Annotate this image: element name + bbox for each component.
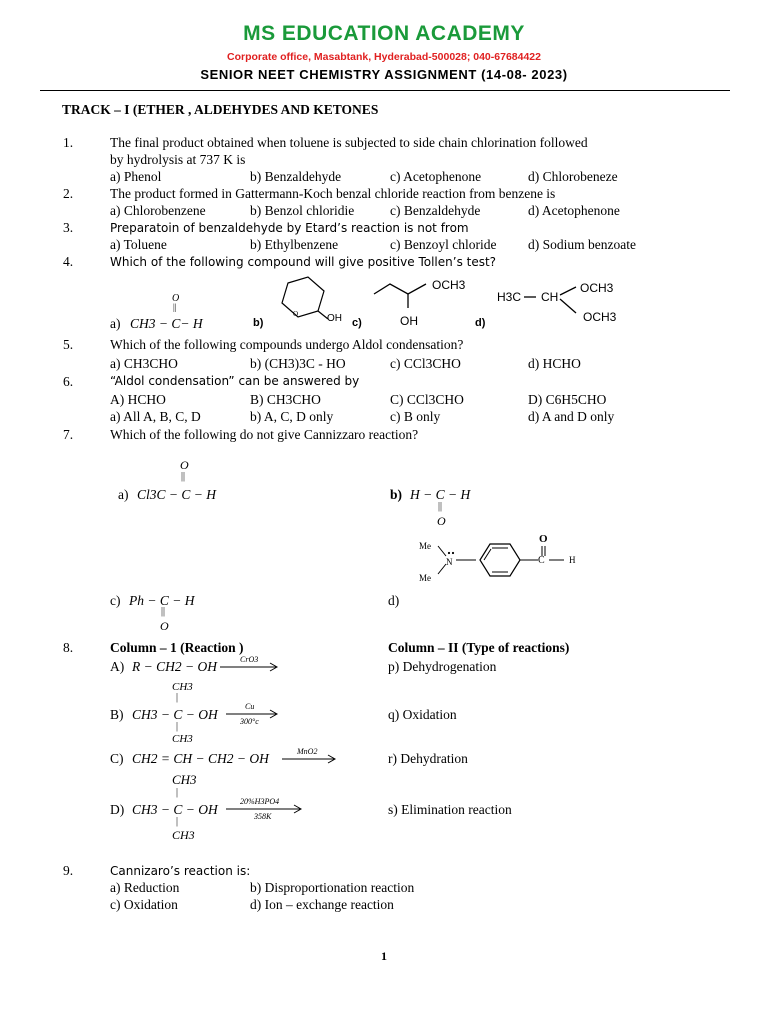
q7-option-b-oxygen: O bbox=[437, 514, 446, 528]
q8-B-bottom-bond: | bbox=[176, 721, 179, 732]
q8-A-arrow bbox=[220, 662, 282, 672]
q1-option-b: b) Benzaldehyde bbox=[250, 169, 342, 184]
q4-option-a-label: a) bbox=[110, 316, 121, 331]
q1-number: 1. bbox=[63, 135, 74, 150]
q7-option-b-formula: H − C − H bbox=[410, 487, 471, 502]
q6-item-C: C) CCl3CHO bbox=[390, 392, 464, 407]
q6-text: “Aldol condensation” can be answered by bbox=[110, 374, 360, 388]
q9-option-a: a) Reduction bbox=[110, 880, 180, 895]
q4-option-c-och3: OCH3 bbox=[432, 278, 466, 292]
q8-A-formula: R − CH2 − OH bbox=[132, 659, 217, 674]
q7-option-c-label: c) bbox=[110, 593, 121, 608]
q8-C-label: C) bbox=[110, 751, 124, 766]
q6-option-d: d) A and D only bbox=[528, 409, 615, 424]
track-heading: TRACK – I (ETHER , ALDEHYDES AND KETONES bbox=[62, 102, 379, 117]
q7-text: Which of the following do not give Cannizzaro reaction? bbox=[110, 427, 419, 442]
q7-option-c-oxygen: O bbox=[160, 619, 169, 633]
q3-text: Preparatoin of benzaldehyde by Etard’s reaction is not from bbox=[110, 221, 469, 235]
q4-option-d-och3-top: OCH3 bbox=[580, 281, 614, 295]
q8-D-top-group: CH3 bbox=[172, 772, 197, 787]
q7-number: 7. bbox=[63, 427, 74, 442]
q1-text-line2: by hydrolysis at 737 K is bbox=[110, 152, 246, 167]
q4-option-d-h3c: H3C bbox=[497, 290, 522, 304]
q9-option-b: b) Disproportionation reaction bbox=[250, 880, 415, 895]
q4-option-c-label: c) bbox=[352, 317, 362, 329]
q3-option-a: a) Toluene bbox=[110, 237, 167, 252]
q6-item-A: A) HCHO bbox=[110, 392, 166, 407]
q4-option-d-label: d) bbox=[475, 317, 486, 329]
q8-A-label: A) bbox=[110, 659, 125, 674]
q8-C-formula: CH2 = CH − CH2 − OH bbox=[132, 751, 269, 766]
q8-number: 8. bbox=[63, 640, 74, 655]
q4-number: 4. bbox=[63, 254, 74, 269]
q4-option-b-oh: OH bbox=[327, 313, 342, 324]
page-number: 1 bbox=[381, 949, 387, 963]
q1-text-line1: The final product obtained when toluene is subjected to side chain chlorination followed bbox=[110, 135, 588, 150]
q8-B-reagent-bottom: 300°c bbox=[240, 717, 259, 726]
q5-number: 5. bbox=[63, 337, 74, 352]
q7-option-c-formula: Ph − C − H bbox=[129, 593, 195, 608]
q8-B-bottom-group: CH3 bbox=[172, 733, 193, 745]
q8-column1-heading: Column – 1 (Reaction ) bbox=[110, 640, 244, 655]
q2-text: The product formed in Gattermann-Koch benzal chloride reaction from benzene is bbox=[110, 186, 556, 201]
q4-option-d-och3-bottom: OCH3 bbox=[583, 310, 617, 324]
q8-D-reagent-top: 20%H3PO4 bbox=[240, 797, 280, 806]
q8-A-reagent: CrO3 bbox=[240, 655, 259, 664]
q7-option-d-nitrogen: N bbox=[446, 557, 453, 567]
q7-option-d-structure bbox=[432, 534, 592, 584]
q3-option-b: b) Ethylbenzene bbox=[250, 237, 339, 252]
q7-option-d-hydrogen: H bbox=[569, 555, 576, 565]
q4-option-b-structure bbox=[268, 275, 348, 335]
academy-address: Corporate office, Masabtank, Hyderabad-500028; 040-67684422 bbox=[227, 51, 541, 63]
q5-text: Which of the following compounds undergo Aldol condensation? bbox=[110, 337, 464, 352]
q8-B-formula: CH3 − C − OH bbox=[132, 707, 218, 722]
q2-option-c: c) Benzaldehyde bbox=[390, 203, 481, 218]
q3-option-d: d) Sodium benzoate bbox=[528, 237, 636, 252]
q9-text: Cannizaro’s reaction is: bbox=[110, 864, 251, 878]
q4-text: Which of the following compound will give positive Tollen’s test? bbox=[110, 255, 497, 269]
q1-option-c: c) Acetophenone bbox=[390, 169, 482, 184]
q6-number: 6. bbox=[63, 374, 74, 389]
q8-B-label: B) bbox=[110, 707, 124, 722]
q7-option-b-label: b) bbox=[390, 487, 403, 502]
q7-option-c-double-bond: || bbox=[161, 606, 166, 617]
q8-D-label: D) bbox=[110, 802, 125, 817]
q7-option-d-oxygen: O bbox=[539, 533, 548, 545]
q2-option-a: a) Chlorobenzene bbox=[110, 203, 206, 218]
q7-option-b-double-bond: || bbox=[438, 501, 443, 512]
q8-column2-heading: Column – II (Type of reactions) bbox=[388, 640, 570, 655]
q5-option-d: d) HCHO bbox=[528, 356, 581, 371]
q7-option-d-me-bottom: Me bbox=[419, 573, 431, 583]
q5-option-a: a) CH3CHO bbox=[110, 356, 178, 371]
q8-option-r: r) Dehydration bbox=[388, 751, 468, 766]
q7-option-a-label: a) bbox=[118, 487, 129, 502]
q4-option-c-oh: OH bbox=[400, 314, 418, 328]
q8-B-reagent-top: Cu bbox=[245, 702, 255, 711]
header-rule bbox=[40, 90, 730, 91]
q3-option-c: c) Benzoyl chloride bbox=[390, 237, 497, 252]
q2-number: 2. bbox=[63, 186, 74, 201]
q4-option-a-formula: CH3 − C− H bbox=[130, 316, 203, 331]
q7-option-d-carbon: C bbox=[538, 555, 545, 566]
q8-C-arrow bbox=[282, 754, 340, 764]
q8-D-reagent-bottom: 358K bbox=[254, 812, 272, 821]
q4-option-b-label: b) bbox=[253, 317, 264, 329]
q9-number: 9. bbox=[63, 863, 74, 878]
q6-item-D: D) C6H5CHO bbox=[528, 392, 607, 407]
q7-option-d-label: d) bbox=[388, 593, 400, 608]
q8-D-bottom-bond: | bbox=[176, 816, 179, 827]
q2-option-b: b) Benzol chloridie bbox=[250, 203, 355, 218]
q9-option-c: c) Oxidation bbox=[110, 897, 178, 912]
q6-option-a: a) All A, B, C, D bbox=[110, 409, 201, 424]
q4-option-b-ring-oxygen: O bbox=[293, 310, 299, 318]
q7-option-d-me-top: Me bbox=[419, 541, 431, 551]
q5-option-c: c) CCl3CHO bbox=[390, 356, 461, 371]
q1-option-d: d) Chlorobeneze bbox=[528, 169, 618, 184]
q5-option-b: b) (CH3)3C - HO bbox=[250, 356, 346, 371]
q7-option-a-double-bond: || bbox=[181, 471, 186, 482]
q4-option-a-double-bond: || bbox=[173, 302, 177, 312]
q8-option-q: q) Oxidation bbox=[388, 707, 457, 722]
q8-D-formula: CH3 − C − OH bbox=[132, 802, 218, 817]
q1-option-a: a) Phenol bbox=[110, 169, 162, 184]
q6-item-B: B) CH3CHO bbox=[250, 392, 321, 407]
q8-D-top-bond: | bbox=[176, 787, 179, 798]
q8-option-p: p) Dehydrogenation bbox=[388, 659, 497, 674]
assignment-title: SENIOR NEET CHEMISTRY ASSIGNMENT (14-08- 2023) bbox=[200, 67, 568, 82]
q8-option-s: s) Elimination reaction bbox=[388, 802, 512, 817]
q8-D-bottom-group: CH3 bbox=[172, 828, 195, 842]
q9-option-d: d) Ion – exchange reaction bbox=[250, 897, 394, 912]
q8-C-reagent: MnO2 bbox=[297, 747, 318, 756]
q8-B-top-group: CH3 bbox=[172, 681, 193, 693]
q4-option-a-oxygen: O bbox=[172, 293, 180, 304]
q6-option-c: c) B only bbox=[390, 409, 441, 424]
q2-option-d: d) Acetophenone bbox=[528, 203, 620, 218]
q8-B-top-bond: | bbox=[176, 692, 179, 703]
q3-number: 3. bbox=[63, 220, 74, 235]
q6-option-b: b) A, C, D only bbox=[250, 409, 334, 424]
q7-option-a-formula: Cl3C − C − H bbox=[137, 487, 216, 502]
q4-option-d-ch: CH bbox=[541, 290, 559, 304]
q4-option-c-structure bbox=[370, 280, 440, 310]
q7-option-a-oxygen: O bbox=[180, 458, 189, 472]
academy-title: MS EDUCATION ACADEMY bbox=[243, 22, 525, 45]
